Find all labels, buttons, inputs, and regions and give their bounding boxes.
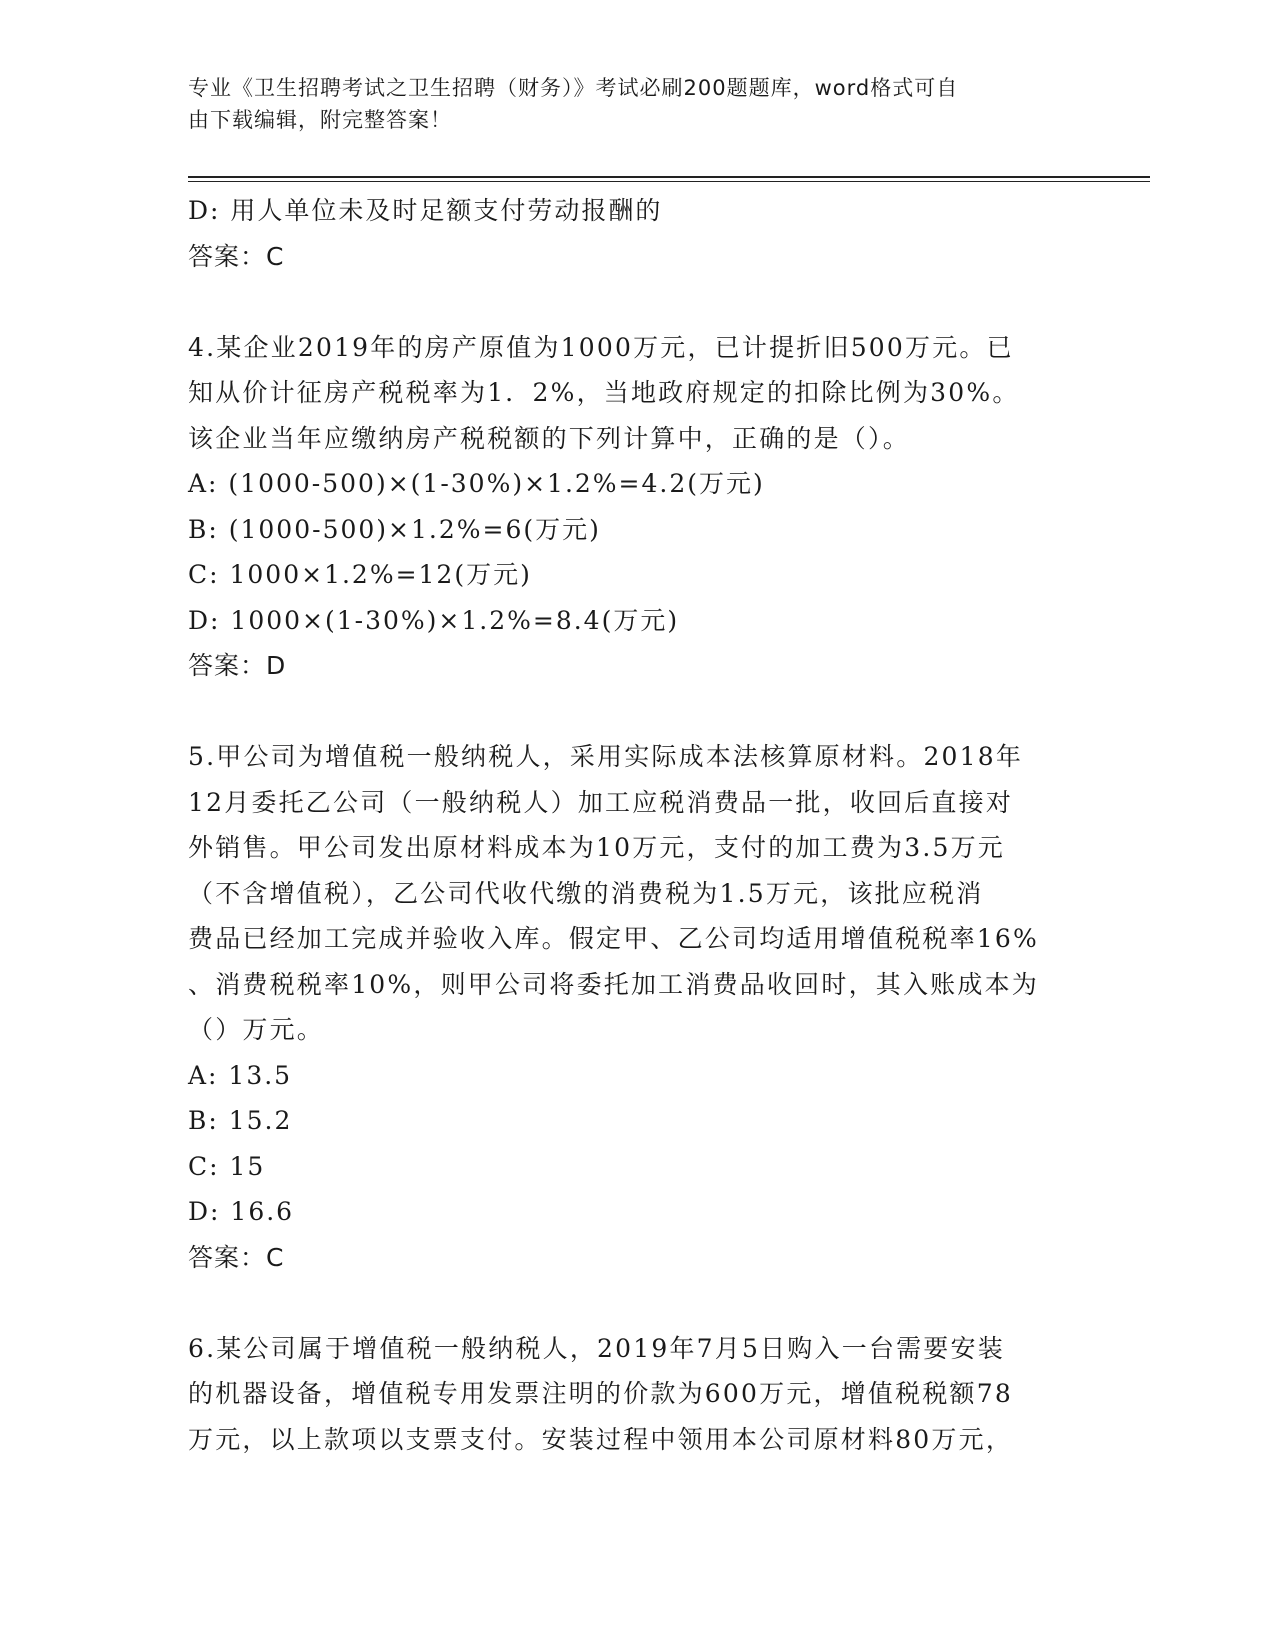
q3-answer: 答案：C — [188, 241, 285, 271]
header-title-line-1: 专业《卫生招聘考试之卫生招聘（财务）》考试必刷200题题库，word格式可自 — [188, 76, 959, 100]
q4-option-a: A: (1000-500)×(1-30%)×1.2%=4.2(万元) — [188, 469, 765, 498]
q5-option-a: A: 13.5 — [188, 1060, 293, 1090]
q4-option-c: C: 1000×1.2%=12(万元) — [188, 560, 532, 589]
question-4 — [188, 325, 1088, 689]
q4-answer: 答案：D — [188, 651, 287, 680]
question-6 — [188, 1326, 1088, 1463]
q3-option-d: D: 用人单位未及时足额支付劳动报酬的 — [188, 196, 663, 225]
q4-stem-line: 4.某企业2019年的房产原值为1000万元，已计提折旧500万元。已 — [188, 332, 1014, 362]
q5-stem-line: 、消费税税率10%，则甲公司将委托加工消费品收回时，其入账成本为 — [188, 969, 1039, 999]
document-body — [188, 188, 1088, 1462]
spacer — [188, 689, 1088, 735]
spacer — [188, 279, 1088, 325]
spacer — [188, 1280, 1088, 1326]
q5-stem-line: 外销售。甲公司发出原材料成本为10万元，支付的加工费为3.5万元 — [188, 833, 1005, 862]
q5-stem-line: 5.甲公司为增值税一般纳税人，采用实际成本法核算原材料。2018年 — [188, 742, 1024, 771]
header-divider-thin — [188, 181, 1150, 182]
header-title-line-2: 由下载编辑，附完整答案！ — [188, 108, 452, 132]
document-header — [188, 72, 1068, 136]
header-divider-thick — [188, 176, 1150, 178]
q4-option-b: B: (1000-500)×1.2%=6(万元) — [188, 514, 601, 544]
q6-stem-line: 的机器设备，增值税专用发票注明的价款为600万元，增值税税额78 — [188, 1379, 1013, 1408]
q4-option-d: D: 1000×(1-30%)×1.2%=8.4(万元) — [188, 605, 680, 635]
q5-option-d: D: 16.6 — [188, 1197, 295, 1226]
q5-option-b: B: 15.2 — [188, 1106, 293, 1135]
q5-stem-line: 费品已经加工完成并验收入库。假定甲、乙公司均适用增值税税率16% — [188, 924, 1039, 953]
q6-stem-line: 万元，以上款项以支票支付。安装过程中领用本公司原材料80万元， — [188, 1424, 1014, 1454]
q5-stem-line: （不含增值税），乙公司代收代缴的消费税为1.5万元，该批应税消 — [188, 878, 984, 908]
q4-stem-line: 该企业当年应缴纳房产税税额的下列计算中，正确的是（）。 — [188, 423, 910, 453]
q4-stem-line: 知从价计征房产税税率为1．2%，当地政府规定的扣除比例为30%。 — [188, 378, 1020, 407]
q5-answer: 答案：C — [188, 1242, 285, 1272]
q5-stem-line: 12月委托乙公司（一般纳税人）加工应税消费品一批，收回后直接对 — [188, 787, 1014, 817]
question-3-tail — [188, 188, 1088, 279]
q6-stem-line: 6.某公司属于增值税一般纳税人，2019年7月5日购入一台需要安装 — [188, 1333, 1005, 1363]
q5-stem-line: （）万元。 — [188, 1015, 325, 1044]
question-5 — [188, 734, 1088, 1280]
q5-option-c: C: 15 — [188, 1151, 266, 1181]
